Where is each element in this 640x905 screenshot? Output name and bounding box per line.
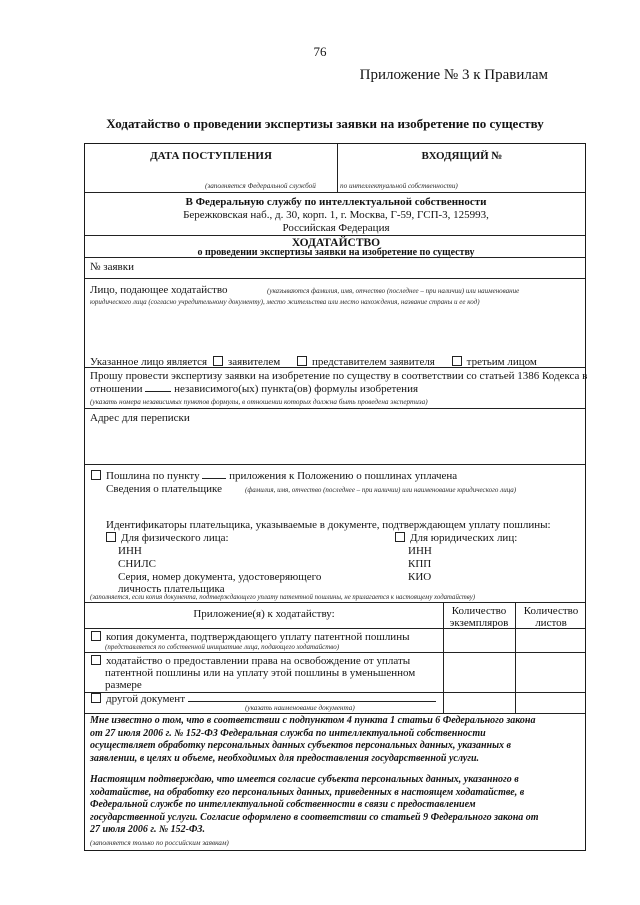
addressee-address: Бережковская наб., д. 30, корп. 1, г. Москва, Г-59, ГСП-3, 125993, <box>183 209 489 221</box>
legal-kpp-label: КПП <box>408 558 432 570</box>
russian-applications-only-note: (заполняется только по российским заявкам) <box>90 839 229 847</box>
representative-checkbox[interactable] <box>297 356 307 366</box>
copies-header-2: экземпляров <box>449 617 509 629</box>
payer-hint: (фамилия, имя, отчество (последнее – при наличии) или наименование юридического лица) <box>245 486 517 494</box>
request-claims-text: независимого(ых) пункта(ов) формулы изобретения <box>174 383 419 395</box>
applicant-hint-2: юридического лица (согласно учредительному документу), место жительства или место нахождения, название страны и ее код) <box>90 298 480 306</box>
copy-not-attached-hint: (заполняется, если копия документа, подтверждающего уплату патентной пошлины, не прилагается к настоящему ходатайству) <box>90 594 475 601</box>
attachment-other-hint: (указать наименование документа) <box>245 704 355 712</box>
attachment-exemption-label-2: патентной пошлины или на уплату этой пошлины в уменьшенном <box>105 667 416 679</box>
sheets-header-2: листов <box>535 617 567 629</box>
addressee: В Федеральную службу по интеллектуальной собственности <box>185 196 487 208</box>
fee-item-field[interactable] <box>202 478 226 479</box>
consent-1-line-4: заявлении, в целях и объеме, необходимых для предоставления государственной услуги. <box>90 752 480 764</box>
fee-row <box>91 470 457 483</box>
consent-1-line-3: осуществляет обработку персональных данных субъектов персональных данных, указанных в <box>90 740 511 752</box>
consent-paragraph-2 <box>90 774 581 837</box>
attachment-exemption-label-1: ходатайство о предоставлении права на освобождение от уплаты <box>106 655 411 667</box>
applicant-label: Лицо, подающее ходатайство <box>90 284 228 296</box>
filled-by-note-left: (заполняется Федеральной службой <box>205 182 316 190</box>
legal-kio-label: КИО <box>408 571 432 583</box>
person-status-row <box>90 356 537 369</box>
applicant-option-label: заявителем <box>227 356 281 368</box>
attachment-other-label: другой документ <box>106 693 186 705</box>
request-in-respect: отношении <box>90 383 143 395</box>
representative-option-label: представителем заявителя <box>311 356 435 368</box>
page-number: 76 <box>313 44 327 59</box>
consent-2-line-3: Федеральной службе по интеллектуальной собственности в связи с предоставлением <box>90 799 476 811</box>
addressee-country: Российская Федерация <box>282 222 390 234</box>
appendix-label: Приложение № 3 к Правилам <box>359 67 548 83</box>
individual-inn-label: ИНН <box>118 545 142 557</box>
attachment-other-checkbox[interactable] <box>91 693 101 703</box>
id-document-label-1: Серия, номер документа, удостоверяющего <box>118 571 322 583</box>
attachment-other-field[interactable] <box>188 701 436 702</box>
correspondence-address-label[interactable]: Адрес для переписки <box>90 412 190 424</box>
consent-1-line-2: от 27 июля 2006 г. № 152-ФЗ Федеральная служба по интеллектуальной собственности <box>90 727 486 739</box>
attachment-fee-copy-checkbox[interactable] <box>91 631 101 641</box>
third-party-checkbox[interactable] <box>452 356 462 366</box>
date-received-label: ДАТА ПОСТУПЛЕНИЯ <box>150 150 272 162</box>
attachment-exemption-label-3: размере <box>105 679 142 691</box>
claims-count-field[interactable] <box>145 391 171 392</box>
fee-label-b: приложения к Положению о пошлинах уплачена <box>229 470 458 482</box>
applicant-checkbox[interactable] <box>213 356 223 366</box>
application-number-label[interactable]: № заявки <box>90 261 134 273</box>
attachment-fee-copy-hint: (представляется по собственной инициативе лица, подающего ходатайство) <box>105 643 340 651</box>
legal-entity-row <box>395 532 517 545</box>
consent-paragraph-1 <box>90 715 581 765</box>
third-party-option-label: третьим лицом <box>466 356 537 368</box>
attachments-header: Приложение(я) к ходатайству: <box>193 608 335 620</box>
request-hint: (указать номера независимых пунктов формулы, в отношении которых должна быть проведена экспертиза) <box>90 398 428 406</box>
legal-inn-label: ИНН <box>408 545 432 557</box>
copies-header-1: Количество <box>451 605 507 617</box>
filled-by-note-right: по интеллектуальной собственности) <box>340 182 458 190</box>
legal-entity-label: Для юридических лиц: <box>410 532 518 544</box>
petition-subtitle: о проведении экспертизы заявки на изобретение по существу <box>197 247 475 258</box>
consent-2-line-2: ходатайстве, на обработку его персональных данных, приведенных в настоящем ходатайстве, в <box>90 786 525 798</box>
individual-label: Для физического лица: <box>121 532 229 544</box>
individual-checkbox[interactable] <box>106 532 116 542</box>
petition-word: ХОДАТАЙСТВО <box>291 237 381 249</box>
person-status-label: Указанное лицо является <box>90 356 208 368</box>
applicant-hint-1: (указываются фамилия, имя, отчество (последнее – при наличии) или наименование <box>267 287 520 295</box>
request-line-2 <box>90 383 418 396</box>
payer-identifiers-label: Идентификаторы плательщика, указываемые в документе, подтверждающем уплату пошлины: <box>106 519 551 531</box>
consent-2-line-5: 27 июля 2006 г. № 152-ФЗ. <box>90 824 206 836</box>
fee-label-a: Пошлина по пункту <box>106 470 200 482</box>
individual-row <box>106 532 229 545</box>
request-line-1: Прошу провести экспертизу заявки на изобретение по существу в соответствии со статьей 1386 Кодекса в <box>90 370 588 382</box>
consent-1-line-1: Мне известно о том, что в соответствии с подпунктом 4 пункта 1 статьи 6 Федерального закона <box>90 715 536 726</box>
sheets-header-1: Количество <box>523 605 579 617</box>
consent-2-line-4: государственной услуги. Согласие оформлено в соответствии со статьей 9 Федерального закона от <box>90 811 539 823</box>
attachment-exemption-checkbox[interactable] <box>91 655 101 665</box>
legal-entity-checkbox[interactable] <box>395 532 405 542</box>
individual-snils-label: СНИЛС <box>118 558 157 570</box>
document-title: Ходатайство о проведении экспертизы заявки на изобретение по существу <box>106 116 544 131</box>
consent-2-line-1: Настоящим подтверждаю, что имеется согласие субъекта персональных данных, указанного в <box>90 774 519 785</box>
petition-form <box>84 143 586 851</box>
fee-paid-checkbox[interactable] <box>91 470 101 480</box>
incoming-number-label: ВХОДЯЩИЙ № <box>421 150 503 162</box>
id-document-label-2: личность плательщика <box>118 583 225 595</box>
attachment-fee-copy-label: копия документа, подтверждающего уплату патентной пошлины <box>106 631 410 643</box>
payer-label: Сведения о плательщике <box>106 483 222 495</box>
